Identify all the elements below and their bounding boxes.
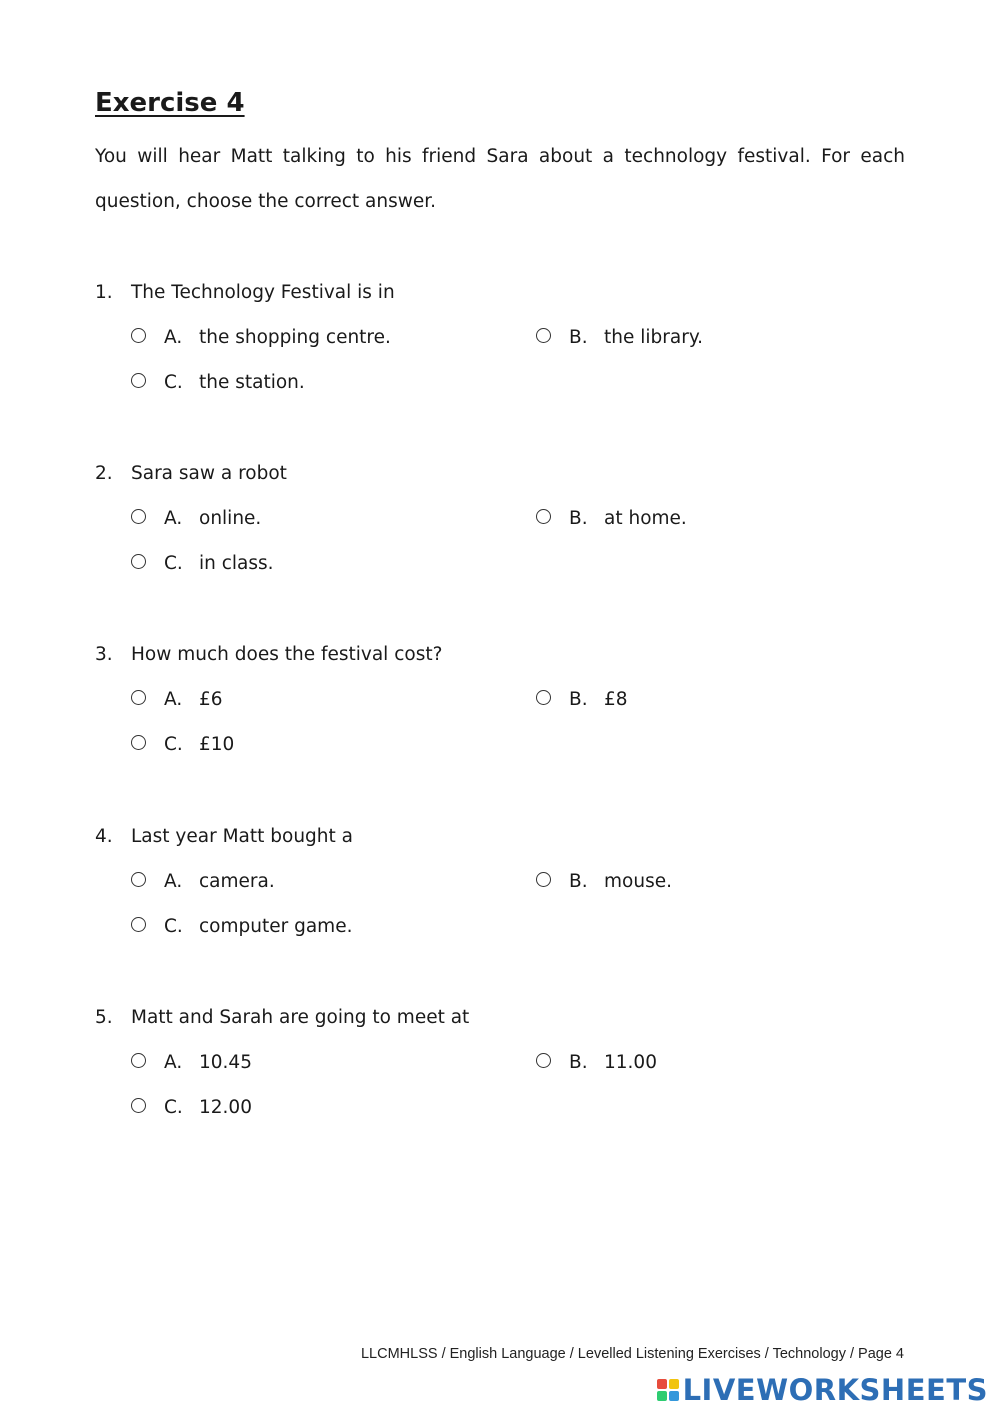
- radio-button[interactable]: [536, 872, 551, 887]
- option-letter: C.: [164, 553, 183, 574]
- radio-button[interactable]: [536, 509, 551, 524]
- option-letter: C.: [164, 734, 183, 755]
- radio-button[interactable]: [536, 1053, 551, 1068]
- brand-name: LIVEWORKSHEETS: [682, 1373, 988, 1407]
- option-text: 10.45: [199, 1052, 252, 1073]
- question-number: 3.: [95, 644, 113, 665]
- option-text: camera.: [199, 871, 275, 892]
- option-letter: A.: [164, 327, 183, 348]
- option-5-a[interactable]: [131, 1051, 252, 1075]
- radio-button[interactable]: [131, 690, 146, 705]
- question-text: [95, 1006, 469, 1030]
- option-5-c[interactable]: [131, 1096, 252, 1120]
- question-prompt: Sara saw a robot: [131, 463, 287, 484]
- question-text: [95, 281, 395, 305]
- option-letter: C.: [164, 372, 183, 393]
- option-text: 11.00: [604, 1052, 657, 1073]
- option-text: 12.00: [199, 1097, 252, 1118]
- option-text: at home.: [604, 508, 687, 529]
- option-text: mouse.: [604, 871, 672, 892]
- question-number: 2.: [95, 463, 113, 484]
- option-text: the station.: [199, 372, 305, 393]
- question-text: [95, 462, 287, 486]
- option-letter: A.: [164, 871, 183, 892]
- question-text: [95, 643, 442, 667]
- question-1: [95, 281, 905, 421]
- option-letter: B.: [569, 508, 588, 529]
- question-prompt: Last year Matt bought a: [131, 826, 353, 847]
- option-1-c[interactable]: [131, 371, 305, 395]
- radio-button[interactable]: [131, 554, 146, 569]
- radio-button[interactable]: [131, 917, 146, 932]
- option-3-c[interactable]: [131, 733, 234, 757]
- question-text: [95, 825, 353, 849]
- question-4: [95, 825, 905, 965]
- radio-button[interactable]: [131, 1053, 146, 1068]
- option-text: £6: [199, 689, 223, 710]
- page-title: Exercise 4: [95, 88, 245, 118]
- option-letter: B.: [569, 327, 588, 348]
- instructions: You will hear Matt talking to his friend Sara about a technology festival. For each question, choose the correct answer.: [95, 146, 905, 212]
- question-5: [95, 1006, 905, 1146]
- question-prompt: How much does the festival cost?: [131, 644, 443, 665]
- option-4-b[interactable]: [536, 870, 672, 894]
- option-1-a[interactable]: [131, 326, 391, 350]
- option-text: £8: [604, 689, 628, 710]
- radio-button[interactable]: [131, 328, 146, 343]
- option-1-b[interactable]: [536, 326, 703, 350]
- radio-button[interactable]: [131, 509, 146, 524]
- radio-button[interactable]: [131, 1098, 146, 1113]
- option-letter: A.: [164, 689, 183, 710]
- option-letter: A.: [164, 508, 183, 529]
- option-4-c[interactable]: [131, 915, 352, 939]
- option-text: £10: [199, 734, 235, 755]
- question-2: [95, 462, 905, 602]
- option-letter: B.: [569, 1052, 588, 1073]
- question-prompt: Matt and Sarah are going to meet at: [131, 1007, 470, 1028]
- radio-button[interactable]: [131, 373, 146, 388]
- question-3: [95, 643, 905, 783]
- radio-button[interactable]: [131, 872, 146, 887]
- option-text: computer game.: [199, 916, 353, 937]
- liveworksheets-brand: [657, 1374, 988, 1406]
- radio-button[interactable]: [536, 328, 551, 343]
- option-letter: B.: [569, 689, 588, 710]
- option-5-b[interactable]: [536, 1051, 657, 1075]
- option-2-a[interactable]: [131, 507, 261, 531]
- liveworksheets-logo-icon: [657, 1379, 679, 1401]
- question-number: 1.: [95, 282, 113, 303]
- option-text: the shopping centre.: [199, 327, 391, 348]
- option-3-a[interactable]: [131, 688, 223, 712]
- option-4-a[interactable]: [131, 870, 275, 894]
- option-2-b[interactable]: [536, 507, 687, 531]
- option-letter: A.: [164, 1052, 183, 1073]
- question-number: 4.: [95, 826, 113, 847]
- option-text: in class.: [199, 553, 274, 574]
- radio-button[interactable]: [131, 735, 146, 750]
- question-prompt: The Technology Festival is in: [131, 282, 395, 303]
- question-number: 5.: [95, 1007, 113, 1028]
- option-letter: C.: [164, 1097, 183, 1118]
- option-text: online.: [199, 508, 262, 529]
- option-letter: C.: [164, 916, 183, 937]
- option-2-c[interactable]: [131, 552, 274, 576]
- page-footer: LLCMHLSS / English Language / Levelled Listening Exercises / Technology / Page 4: [360, 1346, 904, 1362]
- option-3-b[interactable]: [536, 688, 628, 712]
- option-letter: B.: [569, 871, 588, 892]
- radio-button[interactable]: [536, 690, 551, 705]
- option-text: the library.: [604, 327, 704, 348]
